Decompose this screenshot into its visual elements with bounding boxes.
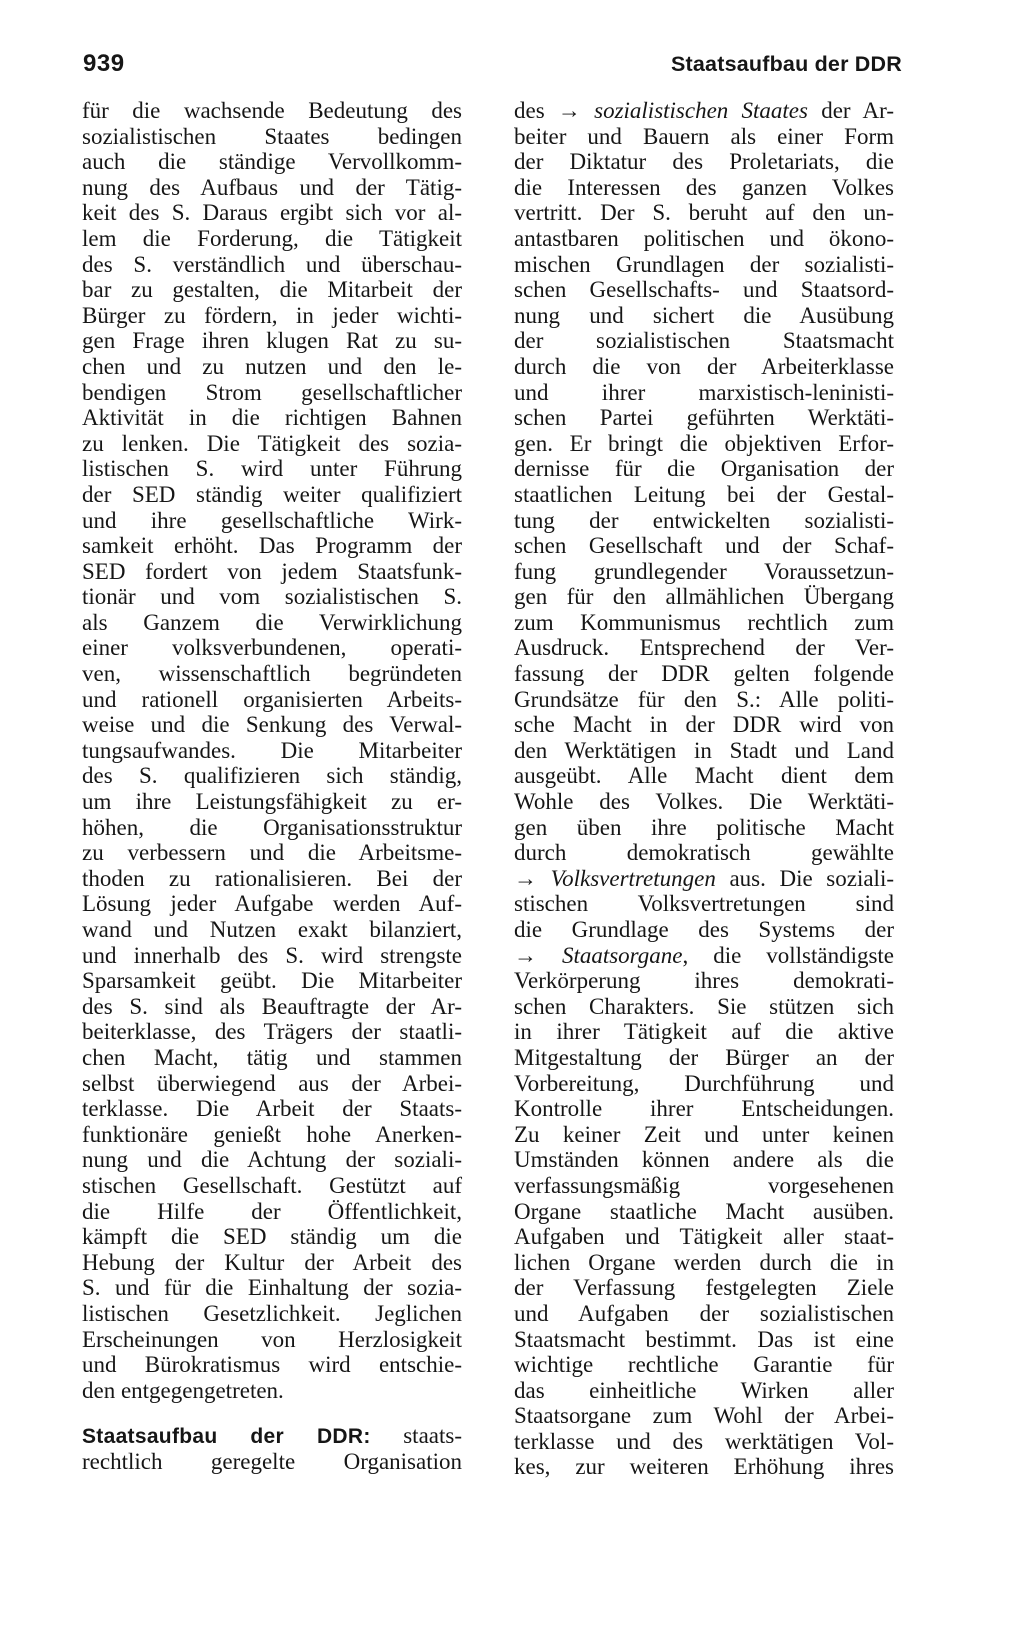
text-line: Staatsmacht bestimmt. Das ist eine — [514, 1326, 894, 1352]
entry-text: staats- — [403, 1423, 462, 1449]
text-line: gen für den allmählichen Übergang — [514, 584, 894, 610]
text-line: gen üben ihre politische Macht — [514, 814, 894, 840]
text-line: fassung der DDR gelten folgende — [514, 661, 894, 687]
text-line: durch die von der Arbeiterklasse — [514, 353, 894, 379]
text-line: Vorbereitung, Durchführung und — [514, 1070, 894, 1096]
text-line: als Ganzem die Verwirklichung — [82, 609, 462, 635]
page-number: 939 — [83, 50, 125, 77]
text-line: schen Gesellschafts- und Staatsord- — [514, 277, 894, 303]
entry-headword: Staatsaufbau der DDR: — [82, 1425, 371, 1449]
text-line: gen. Er bringt die objektiven Erfor- — [514, 430, 894, 456]
text-line: einer volksverbundenen, operati- — [82, 635, 462, 661]
text-line: listischen S. wird unter Führung — [82, 456, 462, 482]
text-line: Ausdruck. Entsprechend der Ver- — [514, 635, 894, 661]
cross-reference-arrow-icon: → — [557, 98, 581, 123]
text-line: terklasse und des werktätigen Vol- — [514, 1428, 894, 1454]
text-line: Hebung der Kultur der Arbeit des — [82, 1249, 462, 1275]
cross-reference-term: sozialistischen Staates — [594, 98, 808, 123]
text-line: Wohle des Volkes. Die Werktäti- — [514, 789, 894, 815]
text-line: mischen Grundlagen der sozialisti- — [514, 251, 894, 277]
text-line: Mitgestaltung der Bürger an der — [514, 1044, 894, 1070]
paragraph-gap — [82, 1403, 462, 1423]
text-line: staatlichen Leitung bei der Gestal- — [514, 481, 894, 507]
text-line: sozialistischen Staates bedingen — [82, 123, 462, 149]
text-line: tung der entwickelten sozialisti- — [514, 507, 894, 533]
text-line: gen Frage ihren klugen Rat zu su- — [82, 328, 462, 354]
text-line: listischen Gesetzlichkeit. Jeglichen — [82, 1300, 462, 1326]
text-line: → Staatsorgane, die vollständigste — [514, 942, 895, 968]
cross-reference-arrow-icon: → — [514, 865, 537, 891]
text-line: Bürger zu fördern, in jeder wichti- — [82, 302, 462, 328]
text-line: des S. sind als Beauftragte der Ar- — [82, 993, 462, 1019]
text-line: nung und die Achtung der soziali- — [82, 1147, 462, 1173]
text-line: Sparsamkeit geübt. Die Mitarbeiter — [82, 968, 462, 994]
text-line: Lösung jeder Aufgabe werden Auf- — [82, 891, 462, 917]
text-line: und Bürokratismus wird entschie- — [82, 1352, 462, 1378]
text-line: die Interessen des ganzen Volkes — [514, 174, 894, 200]
text-line: um ihre Leistungsfähigkeit zu er- — [82, 789, 462, 815]
text-line: SED fordert von jedem Staatsfunk- — [82, 558, 462, 584]
text-line: samkeit erhöht. Das Programm der — [82, 533, 462, 559]
text-line: funktionäre genießt hohe Anerken- — [82, 1121, 462, 1147]
text-line: kes, zur weiteren Erhöhung ihres — [514, 1454, 894, 1480]
text-line: und rationell organisierten Arbeits- — [82, 686, 462, 712]
text-line: Grundsätze für den S.: Alle politi- — [514, 686, 894, 712]
text-line: und Aufgaben der sozialistischen — [514, 1300, 894, 1326]
text-line: und ihrer marxistisch-leninisti- — [514, 379, 894, 405]
text-line: der SED ständig weiter qualifiziert — [82, 481, 462, 507]
right-column — [514, 98, 894, 1480]
text-line: wichtige rechtliche Garantie für — [514, 1352, 894, 1378]
text-line: bar zu gestalten, die Mitarbeit der — [82, 277, 462, 303]
text-line: den Werktätigen in Stadt und Land — [514, 737, 894, 763]
text-line: auch die ständige Vervollkomm- — [82, 149, 462, 175]
text-line: chen und zu nutzen und den le- — [82, 353, 462, 379]
text-line: thoden zu rationalisieren. Bei der — [82, 865, 462, 891]
text-line: stischen Volksvertretungen sind — [514, 891, 894, 917]
text-line: antastbaren politischen und ökono- — [514, 225, 894, 251]
text-line: sche Macht in der DDR wird von — [514, 712, 894, 738]
cross-reference-arrow-icon: → — [514, 942, 537, 968]
text-line: zu lenken. Die Tätigkeit des sozia- — [82, 430, 462, 456]
text-line: höhen, die Organisationsstruktur — [82, 814, 462, 840]
text-line: tungsaufwandes. Die Mitarbeiter — [82, 737, 462, 763]
text-line: Kontrolle ihrer Entscheidungen. — [514, 1096, 894, 1122]
text-line: rechtlich geregelte Organisation — [82, 1448, 462, 1474]
text-line: Aktivität in die richtigen Bahnen — [82, 405, 462, 431]
text-line: weise und die Senkung des Verwal- — [82, 712, 462, 738]
text-line: Organe staatliche Macht ausüben. — [514, 1198, 894, 1224]
text-line: chen Macht, tätig und stammen — [82, 1044, 462, 1070]
text-line: die Grundlage des Systems der — [514, 917, 894, 942]
cross-reference-term: Staatsorgane — [561, 942, 683, 968]
text-line: verfassungsmäßig vorgesehenen — [514, 1172, 894, 1198]
text-line: terklasse. Die Arbeit der Staats- — [82, 1096, 462, 1122]
text-line: Aufgaben und Tätigkeit aller staat- — [514, 1224, 894, 1250]
text-line: der Verfassung festgelegten Ziele — [514, 1275, 894, 1301]
text-line: nung und sichert die Ausübung — [514, 302, 894, 328]
text-line: durch demokratisch gewählte — [514, 840, 894, 866]
text-line: stischen Gesellschaft. Gestützt auf — [82, 1172, 462, 1198]
text-line: zu verbessern und die Arbeitsme- — [82, 840, 462, 866]
page-header — [83, 50, 902, 86]
text-line: den entgegengetreten. — [82, 1377, 284, 1403]
cross-reference-term: Volksvertretungen — [550, 865, 716, 891]
text-line: für die wachsende Bedeutung des — [82, 98, 462, 123]
text-line: → Volksvertretungen aus. Die soziali- — [514, 865, 894, 891]
text-line: Zu keiner Zeit und unter keinen — [514, 1121, 894, 1147]
text-line: ven, wissenschaftlich begründeten — [82, 661, 462, 687]
text-line: bendigen Strom gesellschaftlicher — [82, 379, 462, 405]
text-line: zum Kommunismus rechtlich zum — [514, 609, 894, 635]
text-line: wand und Nutzen exakt bilanziert, — [82, 917, 462, 942]
text-line: selbst überwiegend aus der Arbei- — [82, 1070, 462, 1096]
text-line: tionär und vom sozialistischen S. — [82, 584, 462, 610]
text-line: lichen Organe werden durch die in — [514, 1249, 894, 1275]
text-line: der sozialistischen Staatsmacht — [514, 328, 894, 354]
text-line: in ihrer Tätigkeit auf die aktive — [514, 1019, 894, 1045]
text-line: schen Charakters. Sie stützen sich — [514, 993, 894, 1019]
text-line: die Hilfe der Öffentlichkeit, — [82, 1198, 462, 1224]
text-line: Umständen können andere als die — [514, 1147, 894, 1173]
text-line: lem die Forderung, die Tätigkeit — [82, 225, 462, 251]
text-line: der Diktatur des Proletariats, die — [514, 149, 894, 175]
text-line: S. und für die Einhaltung der sozia- — [82, 1275, 462, 1301]
left-column — [82, 98, 462, 1474]
text-line: kämpft die SED ständig um die — [82, 1224, 462, 1250]
text-line: Staatsorgane zum Wohl der Arbei- — [514, 1403, 894, 1429]
text-line: nung des Aufbaus und der Tätig- — [82, 174, 462, 200]
text-line: und innerhalb des S. wird strengste — [82, 942, 462, 968]
text-line: schen Partei geführten Werktäti- — [514, 405, 894, 431]
text-line: beiter und Bauern als einer Form — [514, 123, 894, 149]
text-line: fung grundlegender Voraussetzun- — [514, 558, 894, 584]
text-line: des → sozialistischen Staates der Ar- — [514, 98, 894, 123]
text-line: des S. qualifizieren sich ständig, — [82, 763, 462, 789]
text-line: Erscheinungen von Herzlosigkeit — [82, 1326, 462, 1352]
text-line: und ihre gesellschaftliche Wirk- — [82, 507, 462, 533]
entry-first-line — [82, 1423, 462, 1449]
text-line: des S. verständlich und überschau- — [82, 251, 462, 277]
text-line: dernisse für die Organisation der — [514, 456, 894, 482]
running-title: Staatsaufbau der DDR — [671, 52, 902, 76]
text-line: schen Gesellschaft und der Schaf- — [514, 533, 894, 559]
text-line: Verkörperung ihres demokrati- — [514, 968, 894, 994]
text-line: das einheitliche Wirken aller — [514, 1377, 894, 1403]
text-line: vertritt. Der S. beruht auf den un- — [514, 200, 894, 226]
text-line: keit des S. Daraus ergibt sich vor al- — [82, 200, 462, 226]
text-line: ausgeübt. Alle Macht dient dem — [514, 763, 894, 789]
text-line: beiterklasse, des Trägers der staatli- — [82, 1019, 462, 1045]
